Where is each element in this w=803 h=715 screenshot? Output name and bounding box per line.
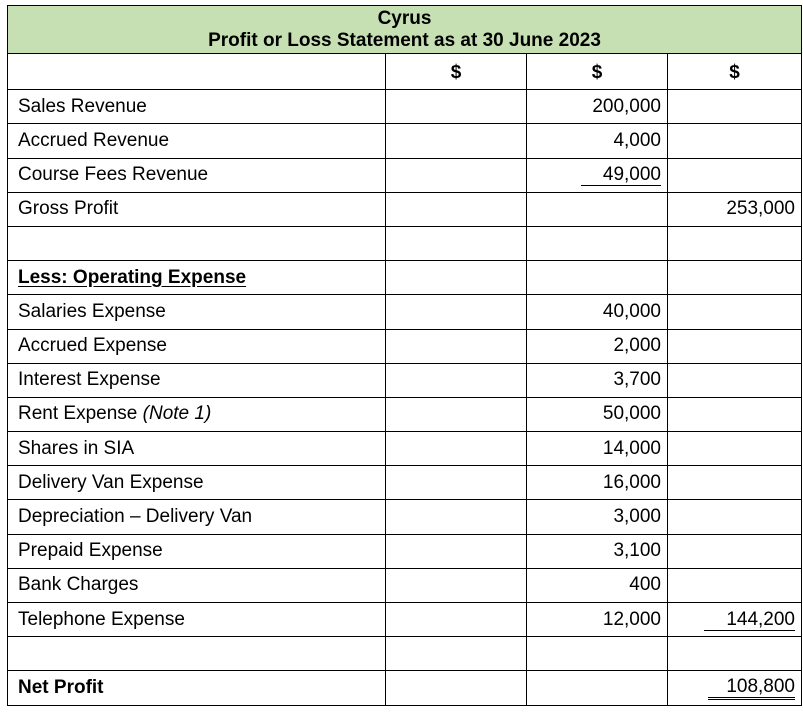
row-amount: 16,000 xyxy=(527,466,668,500)
statement-header-row xyxy=(8,6,802,54)
table-row xyxy=(8,671,802,705)
profit-loss-statement-table xyxy=(7,5,802,706)
table-row xyxy=(8,329,802,363)
row-label: Prepaid Expense xyxy=(8,534,386,568)
row-label: Sales Revenue xyxy=(8,90,386,124)
row-label: Bank Charges xyxy=(8,568,386,602)
currency-symbol-col3: $ xyxy=(668,54,802,90)
note-reference: (Note 1) xyxy=(142,403,212,425)
entity-name: Cyrus xyxy=(377,8,432,29)
row-amount: 200,000 xyxy=(527,90,668,124)
table-row xyxy=(8,397,802,431)
row-amount: 14,000 xyxy=(527,432,668,466)
row-label: Depreciation – Delivery Van xyxy=(8,500,386,534)
row-label: Telephone Expense xyxy=(8,603,386,637)
operating-expense-total: 144,200 xyxy=(704,610,795,631)
row-label: Accrued Expense xyxy=(8,329,386,363)
table-row xyxy=(8,466,802,500)
table-row xyxy=(8,500,802,534)
row-label: Shares in SIA xyxy=(8,432,386,466)
table-row xyxy=(8,603,802,637)
table-row xyxy=(8,158,802,192)
row-label: Course Fees Revenue xyxy=(8,158,386,192)
row-amount: 12,000 xyxy=(527,603,668,637)
row-label: Delivery Van Expense xyxy=(8,466,386,500)
net-profit-label: Net Profit xyxy=(8,671,386,705)
table-row xyxy=(8,568,802,602)
row-label-with-note xyxy=(8,397,386,431)
table-row xyxy=(8,534,802,568)
table-row xyxy=(8,363,802,397)
currency-symbol-col2: $ xyxy=(527,54,668,90)
net-profit-total: 108,800 xyxy=(708,677,795,700)
row-label: Accrued Revenue xyxy=(8,124,386,158)
row-label: Salaries Expense xyxy=(8,295,386,329)
currency-row xyxy=(8,54,802,90)
blank-row xyxy=(8,637,802,671)
blank-row xyxy=(8,226,802,260)
row-amount: 4,000 xyxy=(527,124,668,158)
table-row xyxy=(8,124,802,158)
gross-profit-total: 253,000 xyxy=(668,192,802,226)
row-label: Interest Expense xyxy=(8,363,386,397)
row-amount: 3,000 xyxy=(527,500,668,534)
section-heading-operating-expense: Less: Operating Expense xyxy=(8,261,386,295)
table-row xyxy=(8,432,802,466)
row-amount: 3,100 xyxy=(527,534,668,568)
row-amount: 50,000 xyxy=(527,397,668,431)
currency-symbol-col1: $ xyxy=(386,54,527,90)
row-amount: 400 xyxy=(527,568,668,602)
row-amount-underlined: 49,000 xyxy=(581,165,661,186)
table-row xyxy=(8,192,802,226)
table-row xyxy=(8,295,802,329)
row-amount: 2,000 xyxy=(527,329,668,363)
table-row xyxy=(8,90,802,124)
statement-header xyxy=(8,6,802,54)
statement-title: Profit or Loss Statement as at 30 June 2023 xyxy=(208,30,601,51)
currency-label-cell xyxy=(8,54,386,90)
row-amount: 40,000 xyxy=(527,295,668,329)
table-row xyxy=(8,261,802,295)
row-amount: 3,700 xyxy=(527,363,668,397)
row-label: Rent Expense xyxy=(18,403,138,425)
row-label: Gross Profit xyxy=(8,192,386,226)
